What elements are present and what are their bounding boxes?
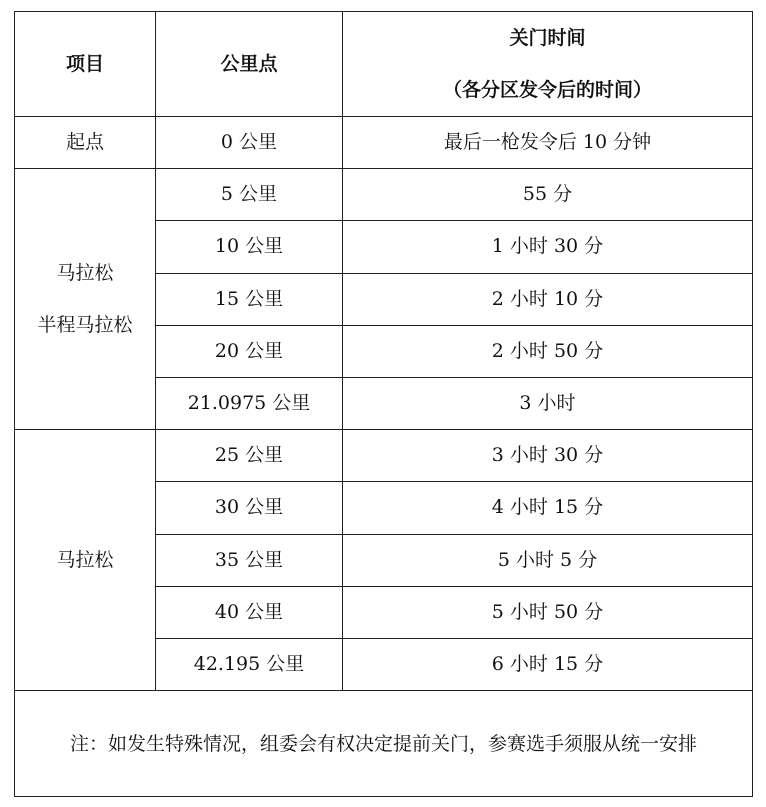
cutoff-cell: 55 分 <box>343 169 753 221</box>
table-row-start <box>15 117 753 169</box>
header-cutoff-subtitle: （各分区发令后的时间） <box>442 79 652 101</box>
checkpoint-cell: 30 公里 <box>156 482 343 534</box>
checkpoint-cell: 10 公里 <box>156 221 343 273</box>
note-row <box>15 691 753 797</box>
header-cutoff-title: 关门时间 <box>509 27 586 49</box>
cutoff-cell: 5 小时 5 分 <box>343 534 753 586</box>
table-row <box>15 430 753 482</box>
header-cutoff <box>343 12 753 117</box>
checkpoint-cell: 0 公里 <box>156 117 343 169</box>
checkpoint-cell: 40 公里 <box>156 586 343 638</box>
half-group-label-line2: 半程马拉松 <box>37 314 133 337</box>
cutoff-cell: 4 小时 15 分 <box>343 482 753 534</box>
checkpoint-cell: 20 公里 <box>156 325 343 377</box>
cutoff-cell: 最后一枪发令后 10 分钟 <box>343 117 753 169</box>
header-checkpoint: 公里点 <box>156 12 343 117</box>
checkpoint-cell: 21.0975 公里 <box>156 377 343 429</box>
checkpoint-cell: 35 公里 <box>156 534 343 586</box>
cutoff-cell: 3 小时 30 分 <box>343 430 753 482</box>
table-row <box>15 169 753 221</box>
checkpoint-cell: 15 公里 <box>156 273 343 325</box>
cutoff-cell: 1 小时 30 分 <box>343 221 753 273</box>
half-marathon-group-cell <box>15 169 156 430</box>
cutoff-cell: 3 小时 <box>343 377 753 429</box>
start-item-cell: 起点 <box>15 117 156 169</box>
checkpoint-cell: 25 公里 <box>156 430 343 482</box>
cutoff-cell: 2 小时 50 分 <box>343 325 753 377</box>
header-row <box>15 12 753 117</box>
full-marathon-group-cell: 马拉松 <box>15 430 156 691</box>
cutoff-time-table <box>14 11 753 797</box>
cutoff-cell: 6 小时 15 分 <box>343 638 753 690</box>
cutoff-cell: 5 小时 50 分 <box>343 586 753 638</box>
checkpoint-cell: 5 公里 <box>156 169 343 221</box>
checkpoint-cell: 42.195 公里 <box>156 638 343 690</box>
table-note: 注：如发生特殊情况，组委会有权决定提前关门，参赛选手须服从统一安排 <box>15 691 753 797</box>
header-item: 项目 <box>15 12 156 117</box>
cutoff-cell: 2 小时 10 分 <box>343 273 753 325</box>
half-group-label-line1: 马拉松 <box>56 262 114 285</box>
